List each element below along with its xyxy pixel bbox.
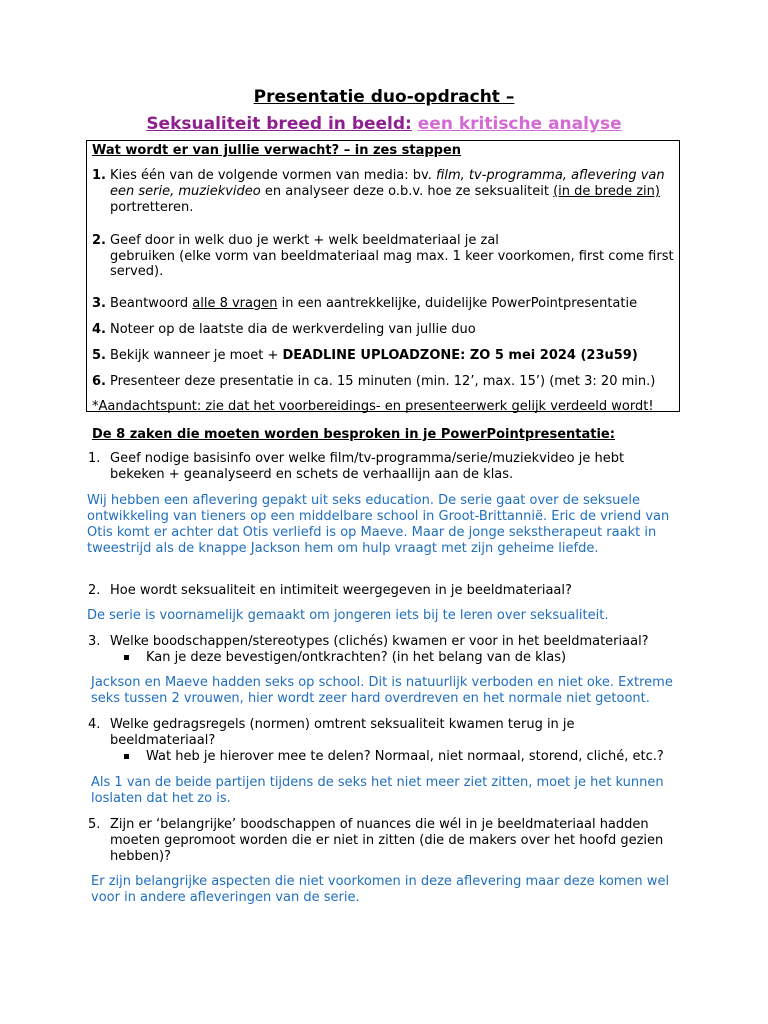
step-1-media: film, tv-programma, aflevering van xyxy=(435,168,665,183)
attention-note xyxy=(92,399,654,415)
q1-line2: bekeken + geanalyseerd en schets de verhaallijn aan de klas. xyxy=(110,467,514,482)
step-1-text-b: en analyseer deze o.b.v. hoe ze seksualiteit xyxy=(260,184,554,199)
step-2-line1: Geef door in welk duo je werkt + welk beeldmateriaal je zal xyxy=(110,233,499,248)
q3-number: 3. xyxy=(88,634,101,649)
q2-number: 2. xyxy=(88,583,101,598)
a1-line2: ontwikkeling van tieners op een middelbare school in Groot-Brittannië. Eric de vriend van xyxy=(87,509,670,524)
q3-line1: Welke boodschappen/stereotypes (clichés) kwamen er voor in het beeldmateriaal? xyxy=(110,634,649,649)
step-3-text-b: in een aantrekkelijke, duidelijke PowerPointpresentatie xyxy=(277,296,638,311)
q4-bullet: Wat heb je hierover mee te delen? Normaal, niet normaal, storend, cliché, etc.? xyxy=(146,749,664,764)
step-1-media2: een serie, muziekvideo xyxy=(110,184,261,199)
page-title: Presentatie duo-opdracht – xyxy=(253,87,515,107)
step-5-deadline: DEADLINE UPLOADZONE: ZO 5 mei 2024 (23u59) xyxy=(282,348,638,363)
q1-line1: Geef nodige basisinfo over welke film/tv-programma/serie/muziekvideo je hebt xyxy=(110,451,625,466)
step-6-line: Presenteer deze presentatie in ca. 15 minuten (min. 12’, max. 15’) (met 3: 20 min.) xyxy=(110,374,656,389)
a4-line1: Als 1 van de beide partijen tijdens de seks het niet meer ziet zitten, moet je het kunnen xyxy=(91,775,664,790)
q5-line2: moeten gepromoot worden die er niet in zitten (die de makers over het hoofd gezien xyxy=(110,833,664,848)
a1-line3: Otis komt er achter dat Otis verliefd is op Maeve. Maar de jonge sekstherapeut raakt in xyxy=(87,525,657,540)
q5-number: 5. xyxy=(88,817,101,832)
q1-number: 1. xyxy=(88,451,101,466)
attention-label: *Aandachtspunt: xyxy=(92,399,202,414)
step-5-number: 5. xyxy=(92,348,106,363)
a2-line1: De serie is voornamelijk gemaakt om jongeren iets bij te leren over seksualiteit. xyxy=(87,608,609,623)
box-heading: Wat wordt er van jullie verwacht? – in zes stappen xyxy=(92,143,462,158)
square-bullet-icon xyxy=(124,655,129,660)
step-1-line2 xyxy=(110,184,660,200)
page-subtitle xyxy=(0,114,768,134)
q4-line2: beeldmateriaal? xyxy=(110,733,216,748)
step-3-number: 3. xyxy=(92,296,106,311)
square-bullet-icon xyxy=(124,754,129,759)
a4-line2: loslaten dat het zo is. xyxy=(91,791,231,806)
step-3-text-a: Beantwoord xyxy=(110,296,193,311)
a5-line2: voor in andere afleveringen van de serie. xyxy=(91,890,360,905)
step-1-zin: (in de brede zin) xyxy=(553,184,660,199)
q4-number: 4. xyxy=(88,717,101,732)
step-1-line3: portretteren. xyxy=(110,200,194,215)
step-1-number: 1. xyxy=(92,168,106,183)
q2-line1: Hoe wordt seksualiteit en intimiteit weergegeven in je beeldmateriaal? xyxy=(110,583,572,598)
q5-line1: Zijn er ‘belangrijke’ boodschappen of nuances die wél in je beeldmateriaal hadden xyxy=(110,817,649,832)
q5-line3: hebben)? xyxy=(110,849,171,864)
step-5-text: Bekijk wanneer je moet + xyxy=(110,348,283,363)
step-2-line3: served). xyxy=(110,264,164,279)
a1-line1: Wij hebben een aflevering gepakt uit seks education. De serie gaat over de seksuele xyxy=(87,493,640,508)
a1-line4: tweestrijd als de knappe Jackson hem om hulp vraagt met zijn geheime liefde. xyxy=(87,541,599,556)
step-1-line1 xyxy=(110,168,665,184)
step-2-number: 2. xyxy=(92,233,106,248)
q4-line1: Welke gedragsregels (normen) omtrent seksualiteit kwamen terug in je xyxy=(110,717,575,732)
step-3-underlined: alle 8 vragen xyxy=(192,296,278,311)
q3-bullet: Kan je deze bevestigen/ontkrachten? (in het belang van de klas) xyxy=(146,650,567,665)
step-2-line2: gebruiken (elke vorm van beeldmateriaal mag max. 1 keer voorkomen, first come first xyxy=(110,249,674,264)
a3-line1: Jackson en Maeve hadden seks op school. Dit is natuurlijk verboden en niet oke. Extreme xyxy=(91,675,673,690)
a5-line1: Er zijn belangrijke aspecten die niet voorkomen in deze aflevering maar deze komen wel xyxy=(91,874,670,889)
step-4-line: Noteer op de laatste dia de werkverdeling van jullie duo xyxy=(110,322,476,337)
a3-line2: seks tussen 2 vrouwen, hier wordt zeer hard overdreven en het normale niet getoont. xyxy=(91,691,650,706)
subtitle-part2: een kritische analyse xyxy=(417,114,622,134)
step-3-line xyxy=(110,296,637,312)
step-6-number: 6. xyxy=(92,374,106,389)
step-4-number: 4. xyxy=(92,322,106,337)
subtitle-part1: Seksualiteit breed in beeld: xyxy=(146,114,412,134)
attention-text: zie dat het voorbereidings- en presenteerwerk gelijk verdeeld wordt! xyxy=(201,399,654,414)
section-heading: De 8 zaken die moeten worden besproken in je PowerPointpresentatie: xyxy=(92,427,615,442)
step-1-text-a: Kies één van de volgende vormen van media: bv. xyxy=(110,168,436,183)
step-5-line xyxy=(110,348,638,364)
